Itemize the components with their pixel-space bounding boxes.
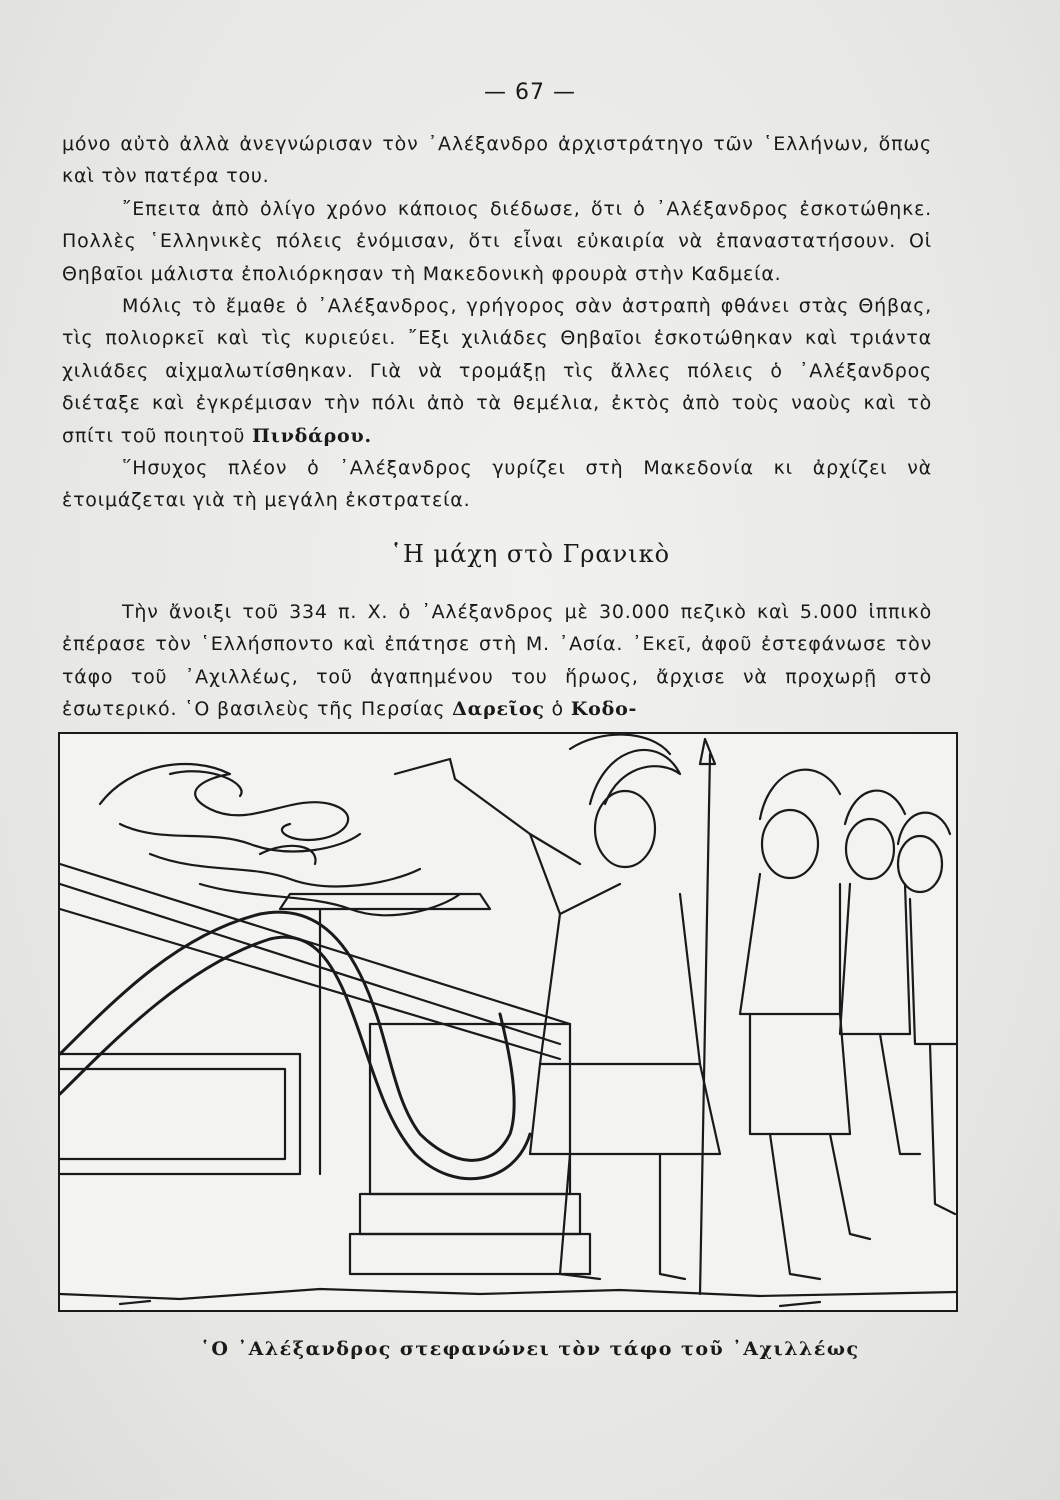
paragraph-1: μόνο αὐτὸ ἀλλὰ ἀνεγνώρισαν τὸν ᾿Αλέξανδρο ἀρχιστράτηγο τῶν ῾Ελλήνων, ὅπως καὶ τὸν πατέρα του. (62, 133, 932, 188)
wreath-drawing (60, 912, 530, 1179)
pindar-name: Πινδάρου. (251, 424, 372, 447)
body-text-top (62, 128, 932, 517)
paragraph-5-mid: ὁ (544, 698, 571, 721)
illustration-drawing (60, 734, 956, 1310)
section-title: ῾Η μάχη στὸ Γρανικὸ (389, 540, 671, 568)
figure-caption: ῾Ο ᾿Αλέξανδρος στεφανώνει τὸν τάφο τοῦ ᾿Αχιλλέως (200, 1338, 860, 1360)
paragraph-3-text: Μόλις τὸ ἔμαθε ὁ ᾿Αλέξανδρος, γρήγορος σὰν ἀστραπὴ φθάνει στὰς Θήβας, τὶς πολιορκεῖ καὶ τὶς κυριεύει. ῎Εξι χιλιάδες Θηβαῖοι ἐσκοτώθηκαν καὶ τριάντα χιλιάδες αἰχμαλωτίσθηκαν. Γιὰ νὰ τρομάξῃ τὶς ἄλλες πόλεις ὁ ᾿Αλέξανδρος διέταξε καὶ ἐγκρέμισαν τὴν πόλι ἀπὸ τὰ θεμέλια, ἐκτὸς ἀπὸ τοὺς ναοὺς καὶ τὸ σπίτι τοῦ ποιητοῦ (62, 295, 932, 447)
page-number: — 67 — (484, 80, 576, 105)
illustration-alexander-tomb (58, 732, 958, 1312)
paragraph-5 (62, 596, 932, 726)
codomannus-name: Κοδο- (570, 698, 638, 721)
paragraph-5-text: Τὴν ἄνοιξι τοῦ 334 π. Χ. ὁ ᾿Αλέξανδρος μὲ 30.000 πεζικὸ καὶ 5.000 ἱππικὸ ἐπέρασε τὸν ῾Ελλήσποντο καὶ ἐπάτησε στὴ Μ. ᾿Ασία. ᾿Εκεῖ, ἀφοῦ ἐστεφάνωσε τὸν τάφο τοῦ ᾿Αχιλλέως, τοῦ ἀγαπημένου του ἥρωος, ἄρχισε νὰ προχωρῇ στὸ ἐσωτερικό. ῾Ο βασιλεὺς τῆς Περσίας (62, 601, 932, 721)
soldiers-group (740, 770, 956, 1279)
ground-drawing (60, 1289, 956, 1306)
paragraph-2: ῎Επειτα ἀπὸ ὀλίγο χρόνο κάποιος διέδωσε, ὅτι ὁ ᾿Αλέξανδρος ἐσκοτώθηκε. Πολλὲς ῾Ελληνικὲς πόλεις ἐνόμισαν, ὅτι εἶναι εὐκαιρία νὰ ἐπαναστατήσουν. Οἱ Θηβαῖοι μάλιστα ἐπολιόρκησαν τὴ Μακεδονικὴ φρουρὰ στὴν Καδμεία. (62, 197, 932, 285)
body-text-bottom (62, 596, 932, 726)
darius-name: Δαρεῖος (452, 698, 545, 721)
paragraph-3 (62, 290, 932, 452)
paragraph-4: ῞Ησυχος πλέον ὁ ᾿Αλέξανδρος γυρίζει στὴ Μακεδονία κι ἀρχίζει νὰ ἑτοιμάζεται γιὰ τὴ μεγάλη ἐκστρατεία. (62, 457, 932, 512)
alexander-figure (395, 735, 720, 1294)
